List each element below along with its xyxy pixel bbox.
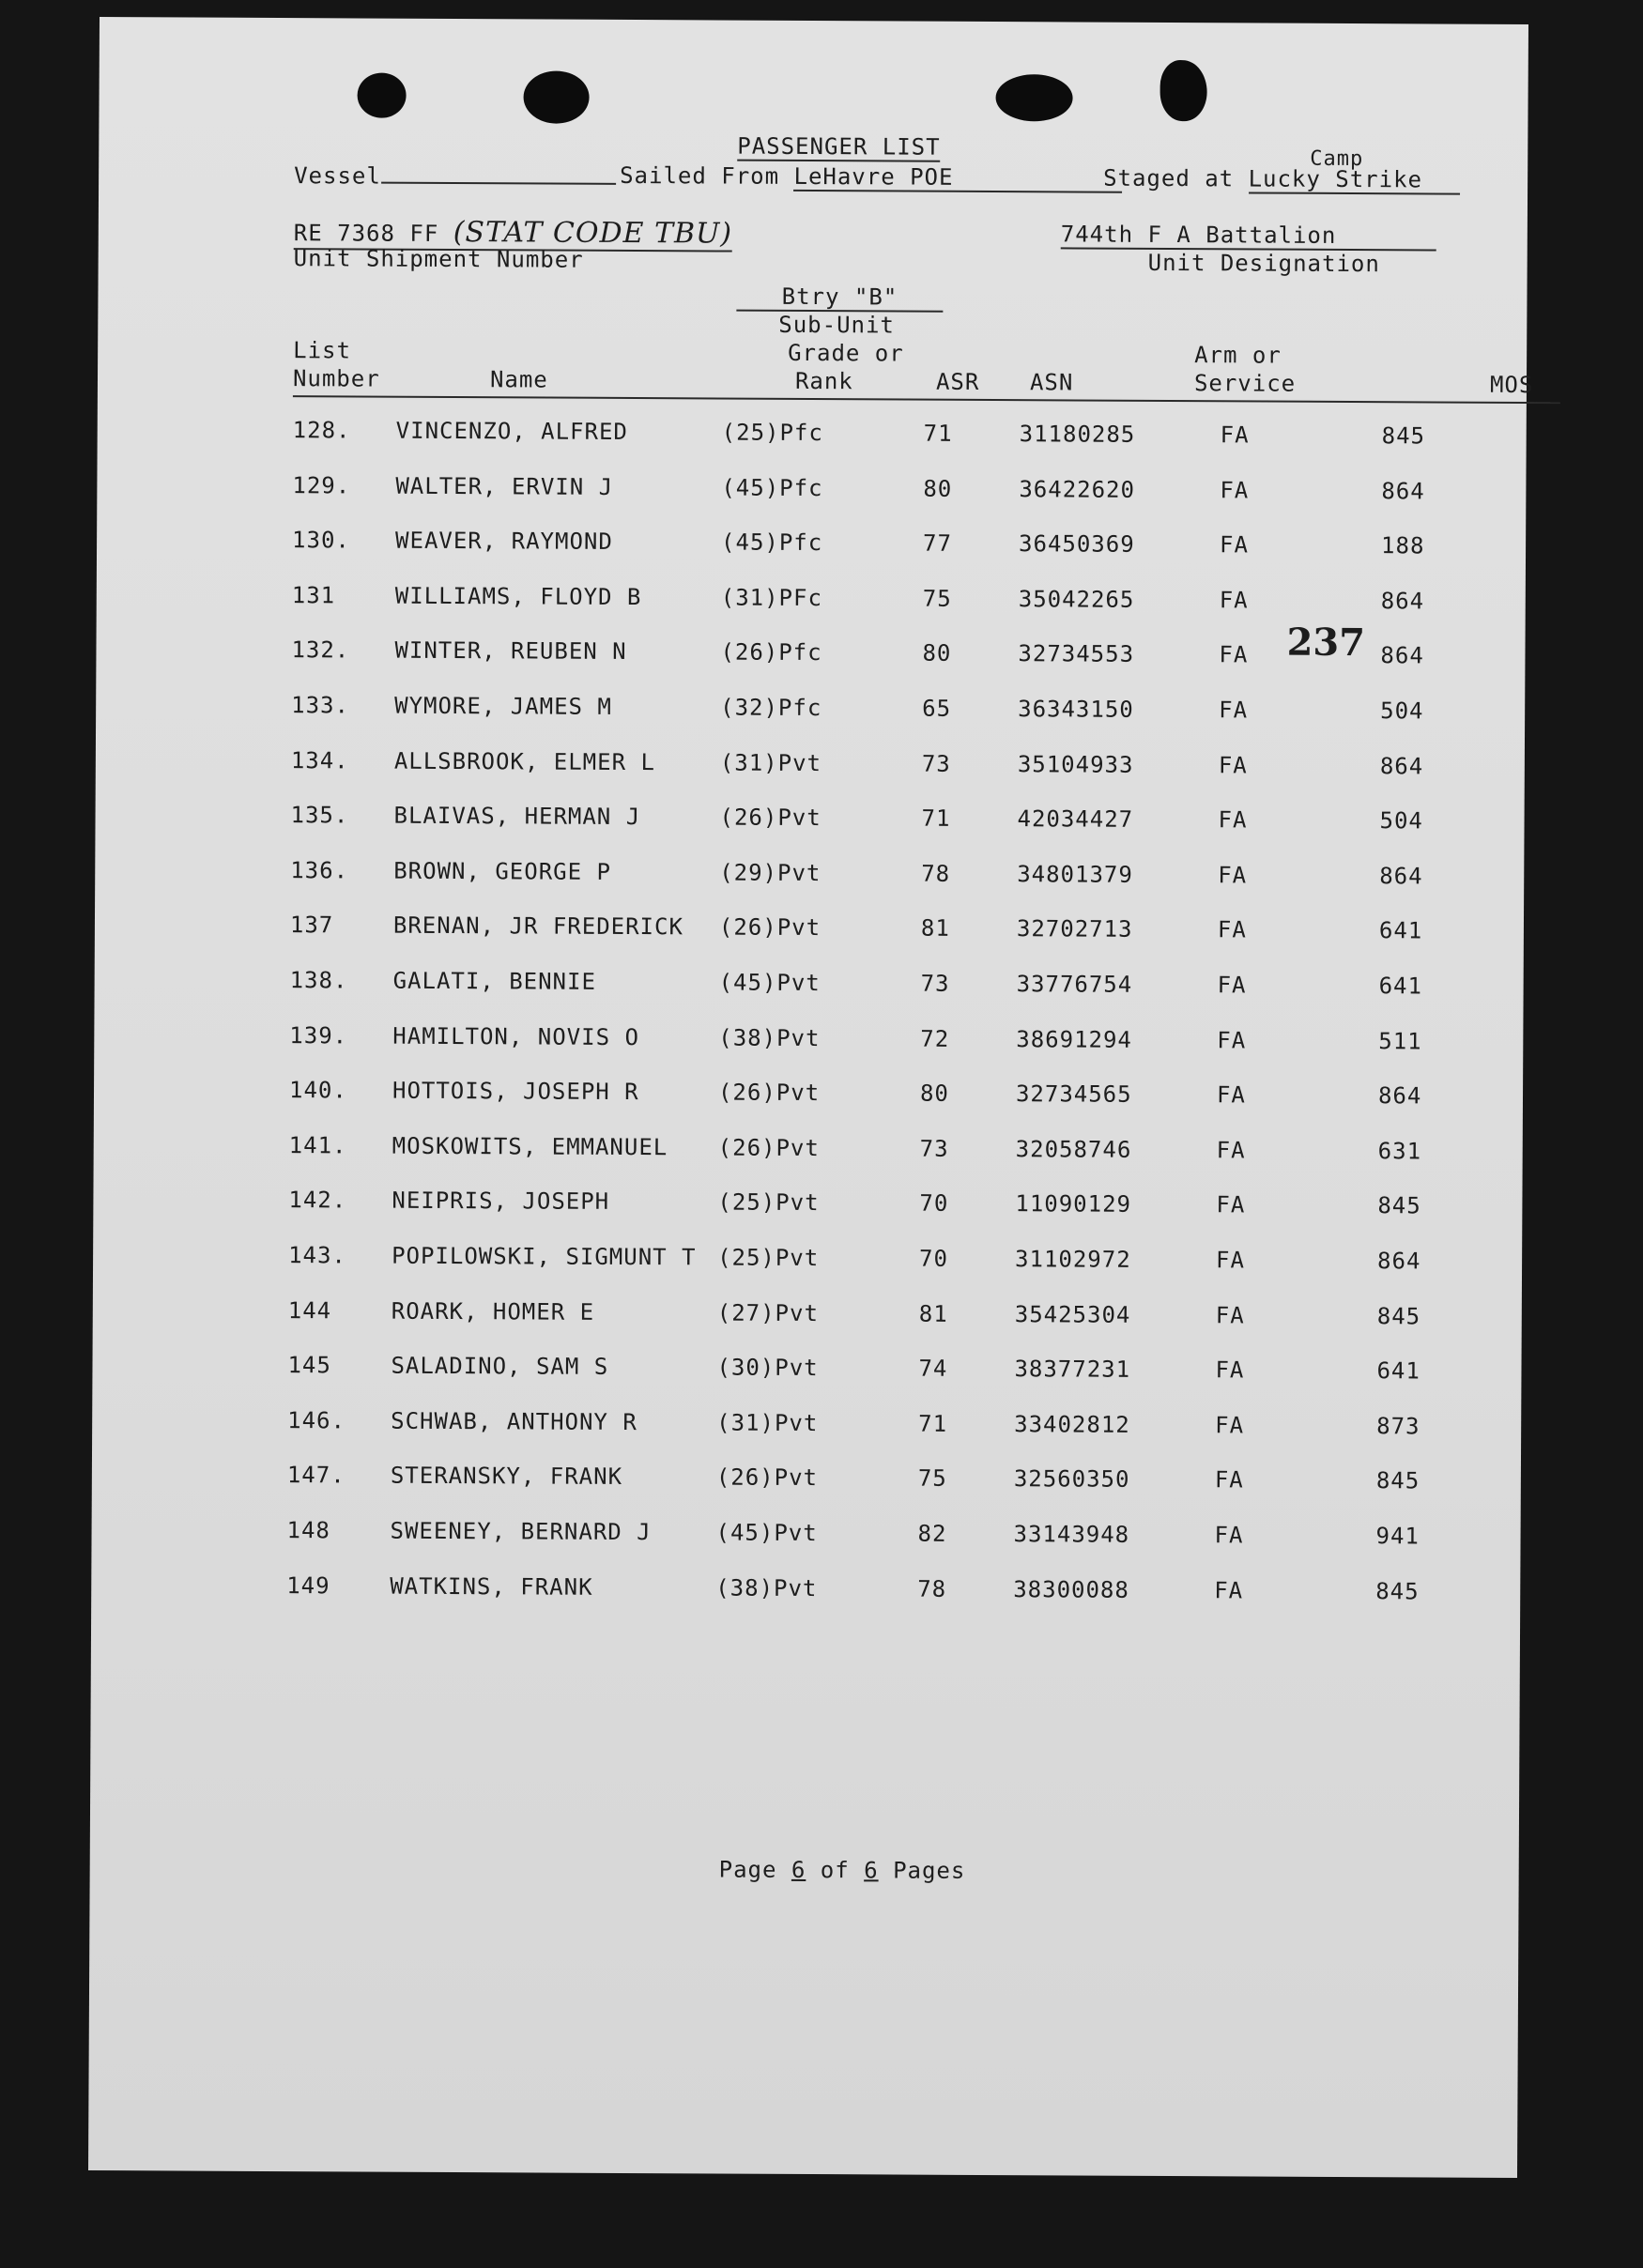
name-cell: SWEENEY, BERNARD J — [390, 1517, 652, 1546]
mos-cell: 864 — [1377, 1082, 1422, 1110]
sailed-from-label: Sailed From — [620, 161, 780, 190]
asr-cell: 82 — [917, 1520, 947, 1547]
name-cell: HAMILTON, NOVIS O — [392, 1022, 640, 1050]
col-mos: MOS — [1489, 371, 1534, 399]
rank-cell: (45)Pfc — [721, 474, 823, 501]
asr-cell: 81 — [918, 1300, 948, 1327]
arm-cell: FA — [1219, 587, 1249, 614]
arm-cell: FA — [1216, 1081, 1246, 1109]
mos-cell: 631 — [1377, 1137, 1422, 1165]
rank-cell: (25)Pfc — [721, 419, 823, 447]
asn-cell: 36343150 — [1018, 696, 1134, 723]
rank-cell: (31)Pvt — [716, 1409, 819, 1436]
rank-cell: (25)Pvt — [717, 1244, 820, 1272]
arm-cell: FA — [1215, 1412, 1245, 1439]
arm-cell: FA — [1218, 862, 1248, 889]
asr-cell: 80 — [919, 1080, 950, 1107]
arm-cell: FA — [1215, 1356, 1245, 1384]
column-header-row — [293, 365, 1560, 404]
asr-cell: 70 — [919, 1190, 949, 1218]
mos-cell: 864 — [1379, 862, 1423, 890]
table-row — [93, 1296, 1522, 1341]
list-number-cell: 146. — [287, 1406, 346, 1434]
table-row — [92, 1406, 1521, 1451]
name-cell: BLAIVAS, HERMAN J — [393, 802, 641, 831]
table-row — [96, 746, 1525, 791]
arm-cell: FA — [1216, 1137, 1246, 1164]
rank-cell: (32)Pfc — [720, 694, 822, 722]
name-cell: POPILOWSKI, SIGMUNT T — [392, 1242, 697, 1271]
list-number-cell: 140. — [288, 1077, 347, 1104]
asr-cell: 75 — [917, 1465, 947, 1493]
table-row — [94, 1131, 1523, 1176]
arm-cell: FA — [1220, 421, 1250, 449]
page-prefix: Page — [718, 1856, 777, 1883]
asr-cell: 71 — [921, 805, 951, 832]
table-row — [95, 856, 1524, 901]
asr-cell: 65 — [922, 695, 952, 722]
asn-cell: 33776754 — [1016, 971, 1133, 998]
mos-cell: 504 — [1380, 697, 1424, 725]
name-cell: WATKINS, FRANK — [390, 1572, 593, 1601]
list-number-cell: 138. — [289, 967, 348, 994]
name-cell: HOTTOIS, JOSEPH R — [392, 1077, 639, 1106]
sailed-from-value: LeHavre POE — [793, 163, 1122, 193]
list-number-cell: 136. — [290, 856, 349, 884]
list-number-cell: 145 — [287, 1352, 331, 1379]
asr-cell: 81 — [920, 915, 950, 942]
col-arm-2: Service — [1193, 370, 1297, 397]
table-row — [92, 1461, 1521, 1506]
table-row — [95, 966, 1524, 1011]
table-row — [97, 526, 1526, 571]
list-number-cell: 132. — [291, 636, 350, 664]
mos-cell: 511 — [1378, 1027, 1422, 1055]
rank-cell: (31)PFc — [720, 584, 823, 611]
document-page — [88, 17, 1534, 2178]
list-number-cell: 133. — [291, 692, 350, 719]
unit-designation-label: Unit Designation — [1147, 249, 1380, 278]
vessel-field — [294, 161, 616, 191]
arm-cell: FA — [1220, 531, 1250, 559]
stamped-number: 237 — [1286, 620, 1366, 666]
unit-designation-field — [1061, 221, 1436, 251]
staged-at-value: Lucky Strike — [1249, 165, 1460, 194]
rank-cell: (30)Pvt — [716, 1354, 819, 1382]
mos-cell: 845 — [1375, 1577, 1420, 1605]
asr-cell: 77 — [923, 529, 953, 557]
table-row — [92, 1351, 1521, 1396]
name-cell: GALATI, BENNIE — [392, 967, 597, 995]
arm-cell: FA — [1214, 1576, 1244, 1604]
asr-cell: 71 — [918, 1410, 948, 1437]
table-row — [95, 801, 1524, 846]
name-cell: WEAVER, RAYMOND — [395, 527, 613, 556]
asr-cell: 80 — [922, 640, 952, 667]
list-number-cell: 143. — [288, 1242, 346, 1269]
rank-cell: (38)Pvt — [715, 1574, 818, 1601]
asn-cell: 32734553 — [1018, 640, 1135, 668]
unit-designation: 744th F A Battalion — [1061, 221, 1436, 251]
col-name: Name — [489, 366, 548, 393]
mos-cell: 873 — [1376, 1412, 1420, 1440]
table-row — [91, 1516, 1520, 1561]
arm-cell: FA — [1216, 1191, 1246, 1218]
shipment-handwritten-note: (STAT CODE TBU) — [453, 216, 733, 251]
asr-cell: 78 — [921, 860, 951, 887]
punch-holes — [100, 17, 1528, 24]
arm-cell: FA — [1217, 1026, 1247, 1054]
page-suffix: Pages — [893, 1857, 966, 1884]
name-cell: SCHWAB, ANTHONY R — [391, 1407, 637, 1435]
list-number-cell: 137 — [289, 912, 334, 939]
arm-cell: FA — [1217, 972, 1247, 999]
table-row — [98, 416, 1527, 461]
asr-cell: 78 — [917, 1575, 947, 1602]
rank-cell: (45)Pvt — [715, 1519, 818, 1547]
asn-cell: 38377231 — [1014, 1356, 1131, 1383]
asn-cell: 32734565 — [1015, 1080, 1132, 1108]
list-number-cell: 135. — [290, 802, 349, 829]
table-row — [94, 1021, 1523, 1066]
asn-cell: 35425304 — [1014, 1300, 1131, 1328]
arm-cell: FA — [1218, 806, 1248, 834]
rank-cell: (26)Pvt — [715, 1463, 819, 1492]
page-mid: of — [820, 1857, 850, 1884]
table-row — [96, 691, 1525, 736]
name-cell: ROARK, HOMER E — [391, 1297, 595, 1326]
shipment-number: RE 7368 FF — [293, 220, 439, 247]
arm-cell: FA — [1217, 916, 1247, 943]
asn-cell: 11090129 — [1015, 1190, 1132, 1218]
rank-cell: (45)Pvt — [718, 969, 821, 997]
mos-cell: 845 — [1381, 422, 1426, 450]
mos-cell: 504 — [1379, 807, 1423, 835]
asr-cell: 70 — [919, 1245, 949, 1272]
name-cell: NEIPRIS, JOSEPH — [392, 1188, 610, 1216]
col-asn: ASN — [1029, 369, 1074, 396]
staged-at-field — [1103, 165, 1460, 195]
list-number-cell: 139. — [289, 1021, 348, 1050]
list-number-cell: 130. — [292, 527, 350, 554]
mos-cell: 864 — [1380, 642, 1424, 669]
rank-cell: (26)Pvt — [717, 1079, 821, 1107]
name-cell: STERANSKY, FRANK — [390, 1463, 623, 1491]
arm-cell: FA — [1215, 1301, 1245, 1329]
table-row — [93, 1186, 1522, 1231]
col-grade-2: Rank — [794, 367, 853, 395]
list-number-cell: 134. — [290, 746, 349, 774]
rank-cell: (38)Pvt — [718, 1024, 821, 1051]
mos-cell: 941 — [1375, 1523, 1420, 1550]
asn-cell: 31180285 — [1019, 421, 1136, 448]
asr-cell: 75 — [922, 585, 952, 612]
col-grade-1: Grade or — [788, 339, 904, 367]
vessel-blank — [381, 161, 616, 185]
asr-cell: 73 — [921, 750, 951, 777]
mos-cell: 864 — [1379, 752, 1424, 780]
list-number-cell: 131 — [291, 581, 336, 609]
page-footer — [719, 1857, 966, 1884]
mos-cell: 864 — [1380, 587, 1425, 615]
asn-cell: 32058746 — [1015, 1135, 1132, 1163]
col-arm-1: Arm or — [1194, 342, 1282, 369]
table-row — [91, 1571, 1520, 1617]
arm-cell: FA — [1219, 641, 1249, 668]
arm-cell: FA — [1219, 697, 1249, 724]
rank-cell: (27)Pvt — [716, 1299, 820, 1326]
rank-cell: (45)Pfc — [721, 529, 823, 557]
asn-cell: 32560350 — [1013, 1465, 1130, 1494]
name-cell: BROWN, GEORGE P — [393, 857, 612, 885]
rank-cell: (29)Pvt — [719, 859, 822, 886]
rank-cell: (31)Pvt — [719, 749, 822, 776]
rank-cell: (26)Pvt — [718, 913, 822, 942]
table-row — [97, 581, 1526, 626]
list-number-cell: 148 — [286, 1517, 331, 1544]
sub-unit-label: Sub-Unit — [778, 311, 895, 339]
asr-cell: 73 — [919, 1135, 949, 1162]
arm-cell: FA — [1218, 751, 1248, 779]
asn-cell: 35042265 — [1018, 585, 1135, 613]
sub-unit-value: Btry "B" — [736, 284, 943, 313]
name-cell: WYMORE, JAMES M — [394, 692, 612, 720]
asr-cell: 80 — [923, 475, 953, 502]
arm-cell: FA — [1214, 1466, 1244, 1494]
mos-cell: 641 — [1378, 917, 1423, 944]
list-title: PASSENGER LIST — [737, 132, 941, 161]
col-asr: ASR — [935, 368, 980, 395]
name-cell: SALADINO, SAM S — [391, 1352, 609, 1381]
asn-cell: 38691294 — [1016, 1025, 1132, 1053]
rank-cell: (26)Pvt — [717, 1134, 820, 1161]
staged-at-label: Staged at — [1103, 164, 1235, 192]
asn-cell: 33143948 — [1013, 1521, 1130, 1548]
list-number-cell: 128. — [292, 417, 351, 444]
asn-cell: 33402812 — [1014, 1410, 1130, 1438]
list-number-cell: 144 — [287, 1296, 332, 1324]
name-cell: BRENAN, JR FREDERICK — [392, 912, 684, 941]
table-row — [95, 911, 1524, 956]
asr-cell: 74 — [918, 1355, 948, 1382]
mos-cell: 864 — [1381, 477, 1425, 505]
rank-cell: (25)Pvt — [717, 1188, 820, 1217]
col-list-number-2: Number — [292, 365, 380, 392]
arm-cell: FA — [1220, 476, 1250, 504]
page-total: 6 — [864, 1857, 879, 1884]
asn-cell: 38300088 — [1013, 1575, 1129, 1603]
arm-cell: FA — [1216, 1247, 1246, 1274]
col-list-number-1: List — [293, 337, 352, 364]
arm-cell: FA — [1214, 1522, 1244, 1549]
name-cell: ALLSBROOK, ELMER L — [393, 747, 656, 775]
name-cell: MOSKOWITS, EMMANUEL — [392, 1132, 668, 1161]
vessel-label: Vessel — [294, 162, 381, 190]
list-number-cell: 141. — [288, 1131, 347, 1159]
table-row — [97, 471, 1526, 516]
asr-cell: 73 — [920, 970, 950, 997]
asr-cell: 71 — [923, 420, 953, 447]
rank-cell: (26)Pvt — [719, 804, 822, 832]
name-cell: WINTER, REUBEN N — [394, 637, 627, 666]
table-row — [93, 1241, 1522, 1286]
sailed-from-field — [620, 162, 1123, 193]
list-number-cell: 149 — [286, 1571, 330, 1599]
mos-cell: 845 — [1376, 1302, 1421, 1330]
mos-cell: 845 — [1377, 1192, 1421, 1219]
mos-cell: 641 — [1378, 973, 1423, 1000]
name-cell: VINCENZO, ALFRED — [395, 417, 628, 445]
asr-cell: 72 — [920, 1025, 950, 1052]
asn-cell: 31102972 — [1015, 1246, 1131, 1273]
staged-camp-label: Camp — [1310, 146, 1364, 172]
asn-cell: 42034427 — [1017, 805, 1134, 833]
mos-cell: 641 — [1376, 1357, 1420, 1385]
rank-cell: (26)Pfc — [720, 638, 822, 667]
shipment-number-label: Unit Shipment Number — [293, 245, 584, 273]
sub-unit-field — [736, 284, 943, 313]
asn-cell: 35104933 — [1017, 750, 1134, 778]
list-number-cell: 142. — [288, 1187, 347, 1214]
name-cell: WILLIAMS, FLOYD B — [394, 582, 642, 610]
asn-cell: 34801379 — [1017, 860, 1133, 888]
asn-cell: 36422620 — [1019, 475, 1136, 503]
asn-cell: 36450369 — [1019, 530, 1135, 558]
page-current: 6 — [791, 1856, 806, 1883]
name-cell: WALTER, ERVIN J — [395, 472, 614, 500]
mos-cell: 188 — [1381, 532, 1425, 559]
list-number-cell: 129. — [292, 471, 351, 499]
asn-cell: 32702713 — [1016, 915, 1133, 943]
list-number-cell: 147. — [286, 1462, 345, 1489]
mos-cell: 864 — [1377, 1248, 1421, 1275]
mos-cell: 845 — [1375, 1467, 1420, 1494]
table-row — [94, 1076, 1523, 1121]
